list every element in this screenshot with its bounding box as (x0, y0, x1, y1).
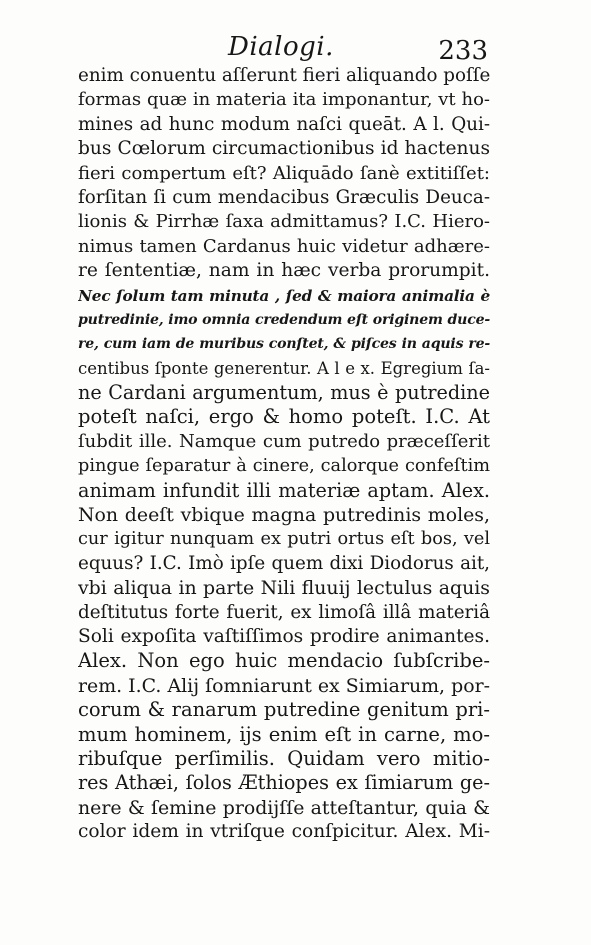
text-line: lionis & Pirrhæ ſaxa admittamus? I.C. Hiero- (78, 211, 490, 233)
text-line: nere & ſemine prodijſſe atteſtantur, quia & (78, 796, 490, 819)
text-line: res Athæi, ſolos Æthiopes ex ſimiarum ge- (78, 771, 490, 795)
text-line: re ſententiæ, nam in hæc verba prorumpit. (78, 260, 490, 282)
text-line: poteſt naſci, ergo & homo poteſt. I.C. At (78, 405, 490, 429)
text-line: mines ad hunc modum naſci queāt. A l. Qui- (78, 113, 490, 135)
text-line: bus Cœlorum circumactionibus id hactenus (78, 138, 490, 160)
page-number: 233 (438, 36, 488, 66)
text-line: rem. I.C. Alij ſomniarunt ex Simiarum, por- (78, 674, 490, 697)
text-line: fieri compertum eſt? Aliquādo ſanè extitiſſet: (78, 162, 490, 184)
text-line: forſitan ſi cum mendacibus Græculis Deuca- (78, 186, 490, 208)
text-line: Soli expoſita vaſtiſſimos prodire animantes. (78, 625, 490, 647)
text-line: equus? I.C. Imò ipſe quem dixi Diodorus ait, (78, 552, 490, 574)
text-line: Nec ſolum tam minuta , ſed & maiora animalia è (78, 286, 490, 305)
text-line: deſtitutus forte fuerit, ex limoſâ illâ materiâ (78, 601, 490, 623)
text-line: pingue ſeparatur à cinere, calorque confeſtim (78, 456, 490, 477)
text-line: re, cum iam de muribus conſtet, & piſces in aquis re- (78, 336, 490, 353)
body-text (78, 64, 490, 845)
text-line: cur igitur nunquam ex putri ortus eſt bos, vel (78, 529, 490, 550)
text-line: vbi aliqua in parte Nili fluuij lectulus aquis (78, 577, 490, 600)
text-line: enim conuentu aſſerunt fieri aliquando poſſe (78, 65, 490, 86)
text-line: ribuſque perſimilis. Quidam vero mitio- (78, 746, 490, 770)
text-line: formas quæ in materia ita imponantur, vt ho- (78, 89, 490, 111)
running-head: Dialogi. (228, 32, 334, 62)
text-line: centibus ſponte generentur. A l e x. Egregium ſa- (78, 358, 490, 378)
text-line: Alex. Non ego huic mendacio ſubſcribe- (78, 649, 490, 673)
text-line: ne Cardani argumentum, mus è putredine (78, 381, 490, 405)
text-line: Non deeſt vbique magna putredinis moles, (78, 504, 490, 527)
text-line: nimus tamen Cardanus huic videtur adhære- (78, 235, 490, 257)
text-line: corum & ranarum putredine genitum pri- (78, 698, 490, 722)
text-line: color idem in vtriſque conſpicitur. Alex. Mi- (78, 821, 490, 843)
text-line: mum hominem, ijs enim eſt in carne, mo- (78, 722, 490, 746)
text-line: ſubdit ille. Namque cum putredo præceſſerit (78, 430, 490, 452)
text-line: putredinie, imo omnia credendum eſt originem duce- (78, 311, 490, 328)
text-line: animam infundit illi materiæ aptam. Alex. (78, 478, 490, 502)
